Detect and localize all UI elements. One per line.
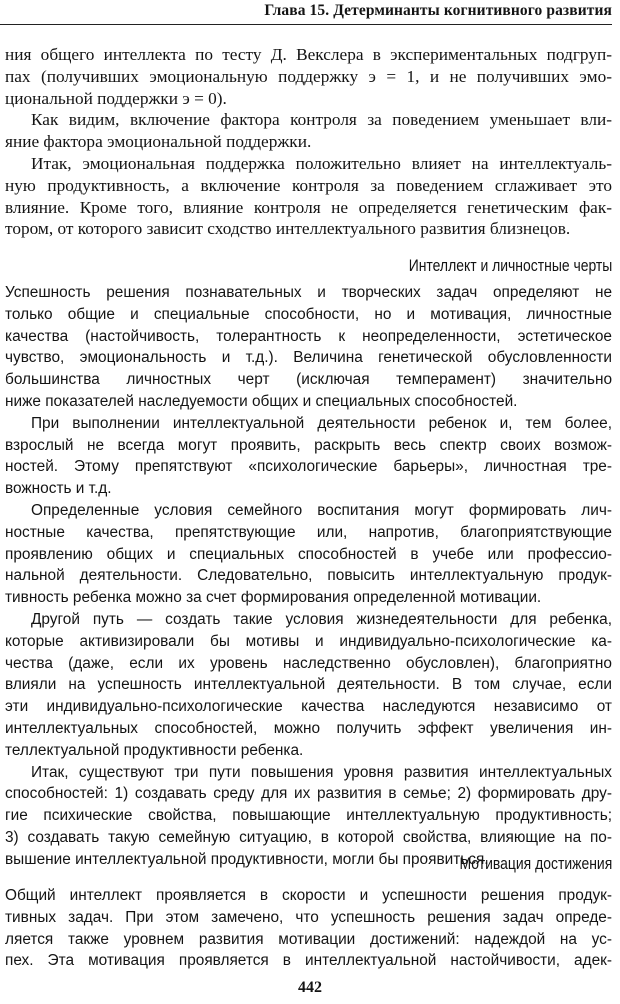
section-heading-intellect-personality: Интеллект и личностные черты: [408, 256, 612, 275]
text-line: При выполнении интеллектуальной деятельности ребенок и, тем более,: [31, 414, 612, 432]
text-line: большинства личностных черт (исключая темперамент) значительно: [5, 371, 612, 389]
text-line: Успешность решения познавательных и творческих задач определяют не: [5, 284, 612, 301]
text-line: взрослый не всегда могут проявить, раскрыть весь спектр своих возмож-: [5, 436, 612, 454]
text-line: эти индивидуально-психологические качества наследуются независимо от: [5, 698, 612, 716]
text-line: Другой путь — создать такие условия жизнедеятельности для ребенка,: [31, 610, 612, 628]
text-line: пах (получивших эмоциональную поддержку э = 1, и не получивших эмо-: [5, 66, 612, 86]
section-intellect-personality: [5, 282, 612, 871]
text-line: чувство, эмоциональность и т.д.). Величина генетической обусловленности: [5, 349, 612, 367]
text-line: пех. Эта мотивация проявляется в интеллектуальной настойчивости, адек-: [5, 952, 612, 970]
text-line: Как видим, включение фактора контроля за поведением уменьшает вли-: [31, 110, 612, 130]
section-achievement-motivation: [5, 885, 612, 972]
text-line: нальной деятельности. Следовательно, повысить интеллектуальную продук-: [5, 567, 612, 585]
text-line: проявлению общих и специальных способностей в учебе или профессио-: [5, 545, 612, 563]
text-line: тивных задач. При этом замечено, что успешность решения задач опреде-: [5, 908, 612, 926]
running-head: [0, 0, 612, 25]
text-line: гие психические свойства, повышающие интеллектуальную продуктивность;: [5, 807, 612, 825]
text-line: циональной поддержки э = 0).: [5, 88, 227, 108]
text-line: тором, от которого зависит сходство интеллектуального развития близнецов.: [5, 219, 571, 239]
top-text-block: [5, 44, 612, 240]
text-line: ностные качества, препятствующие или, напротив, благоприятствующие: [5, 523, 612, 541]
text-line: тивность ребенка можно за счет формирования определенной мотивации.: [5, 589, 542, 607]
running-head-title: Глава 15. Детерминанты когнитивного развития: [264, 2, 612, 19]
text-line: Итак, эмоциональная поддержка положительно влияет на интеллектуаль-: [31, 153, 612, 173]
text-line: способностей: 1) создавать среду для их развития в семье; 2) формировать дру-: [5, 785, 612, 803]
text-line: вожность и т.д.: [5, 480, 112, 498]
text-line: 3) создавать такую семейную ситуацию, в которой свойства, влияющие на по-: [5, 828, 612, 846]
section-heading-achievement-motivation: Мотивация достижения: [459, 854, 612, 873]
text-line: ниже показателей наследуемости общих и специальных способностей.: [5, 392, 518, 410]
text-line: Определенные условия семейного воспитания могут формировать лич-: [31, 501, 612, 519]
text-line: Общий интеллект проявляется в скорости и успешности решения продук-: [5, 887, 612, 904]
text-line: которые активизировали бы мотивы и индивидуально-психологические ка-: [5, 632, 612, 650]
text-line: ную продуктивность, а включение контроля за поведением сглаживает это: [5, 175, 612, 195]
text-line: влияли на успешность интеллектуальной деятельности. В том случае, если: [5, 676, 612, 694]
text-line: только общие и специальные способности, но и мотивация, личностные: [5, 305, 612, 323]
text-line: ляется также уровнем развития мотивации достижений: надеждой на ус-: [5, 930, 612, 948]
text-line: теллектуальной продуктивности ребенка.: [5, 741, 304, 759]
text-line: чества (даже, если их уровень наследственно обусловлен), благоприятно: [5, 654, 612, 672]
text-line: яние фактора эмоциональной поддержки.: [5, 132, 312, 152]
text-line: ностей. Этому препятствуют «психологические барьеры», личностная тре-: [5, 458, 612, 476]
text-line: интеллектуальных способностей, можно получить эффект увеличения ин-: [5, 719, 612, 737]
text-line: вышение интеллектуальной продуктивности, могли бы проявиться.: [5, 850, 489, 868]
text-line: Итак, существуют три пути повышения уровня развития интеллектуальных: [31, 763, 612, 781]
text-line: ния общего интеллекта по тесту Д. Векслера в экспериментальных подгруп-: [5, 45, 612, 64]
text-line: качества (настойчивость, толерантность к неопределенности, эстетическое: [5, 327, 612, 345]
text-line: влияние. Кроме того, влияние контроля не определяется генетическим фак-: [5, 197, 612, 217]
page-number: 442: [298, 979, 322, 996]
